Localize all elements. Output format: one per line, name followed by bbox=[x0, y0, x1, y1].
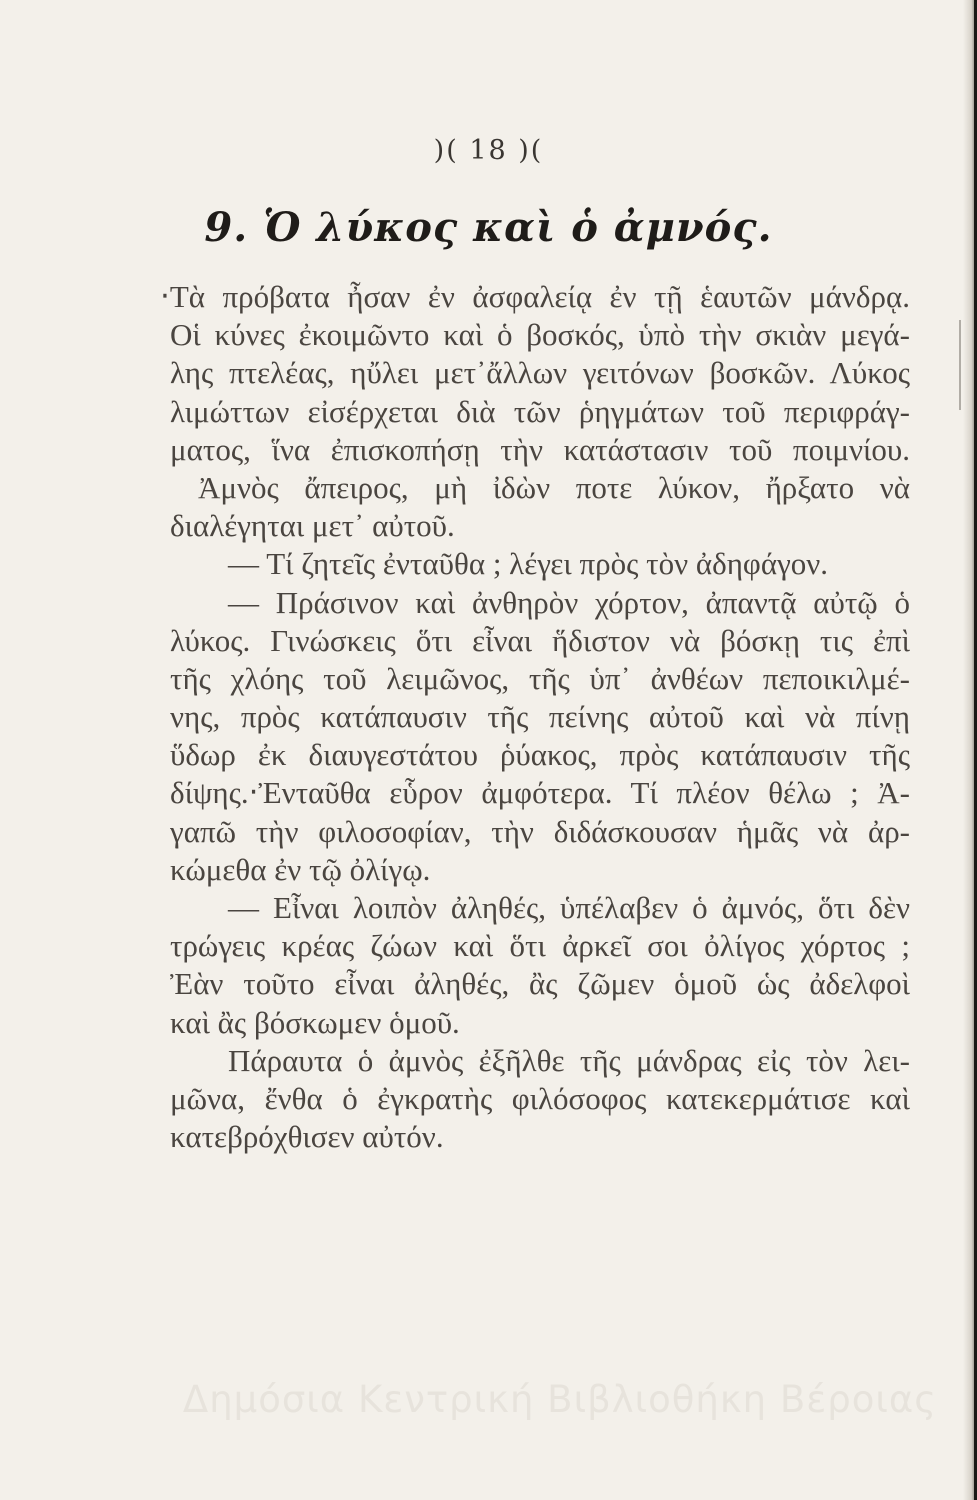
text-line: λύκος. Γινώσκεις ὅτι εἶναι ἥδιστον νὰ βόσκῃ τις ἐπὶ bbox=[170, 622, 910, 658]
text-line: — Τί ζητεῖς ἐνταῦθα ; λέγει πρὸς τὸν ἀδηφάγον. bbox=[228, 546, 829, 582]
text-line: Πάραυτα ὁ ἀμνὸς ἐξῆλθε τῆς μάνδρας εἰς τὸν λει- bbox=[228, 1042, 910, 1078]
text-line: τρώγεις κρέας ζώων καὶ ὅτι ἀρκεῖ σοι ὀλίγος χόρτος ; bbox=[170, 928, 910, 964]
library-watermark: Δημόσια Κεντρική Βιβλιοθήκη Βέροιας bbox=[182, 1378, 937, 1421]
text-line: — Εἶναι λοιπὸν ἀληθές, ὑπέλαβεν ὁ ἀμνός, ὅτι δὲν bbox=[228, 890, 910, 925]
text-line: Ἐὰν τοῦτο εἶναι ἀληθές, ἂς ζῶμεν ὁμοῦ ὡς ἀδελφοὶ bbox=[170, 966, 910, 1002]
text-line: τῆς χλόης τοῦ λειμῶνος, τῆς ὑπ᾽ ἀνθέων πεποικιλμέ- bbox=[170, 660, 910, 696]
text-line: ματος, ἵνα ἐπισκοπήσῃ τὴν κατάστασιν τοῦ ποιμνίου. bbox=[170, 431, 910, 467]
text-line: λης πτελέας, ηὔλει μετ᾽ἄλλων γειτόνων βοσκῶν. Λύκος bbox=[170, 355, 910, 391]
text-line: Ἀμνὸς ἄπειρος, μὴ ἰδὼν ποτε λύκον, ἤρξατο νὰ bbox=[198, 469, 910, 505]
page-mark bbox=[959, 320, 961, 410]
page-number: )( 18 )( bbox=[433, 135, 544, 166]
text-line: ‧Τὰ πρόβατα ἦσαν ἐν ἀσφαλείᾳ ἐν τῇ ἑαυτῶν μάνδρᾳ. bbox=[160, 279, 910, 314]
text-line: γαπῶ τὴν φιλοσοφίαν, τὴν διδάσκουσαν ἡμᾶς νὰ ἀρ- bbox=[170, 813, 910, 849]
fable-title: 9. Ὁ λύκος καὶ ὁ ἀμνός. bbox=[204, 204, 773, 251]
text-line: μῶνα, ἔνθα ὁ ἐγκρατὴς φιλόσοφος κατεκερμάτισε καὶ bbox=[170, 1080, 910, 1116]
text-line: λιμώττων εἰσέρχεται διὰ τῶν ῥηγμάτων τοῦ περιφράγ- bbox=[170, 393, 910, 429]
text-line: Οἱ κύνες ἐκοιμῶντο καὶ ὁ βοσκός, ὑπὸ τὴν σκιὰν μεγά- bbox=[170, 317, 910, 353]
text-line: ὕδωρ ἐκ διαυγεστάτου ῥύακος, πρὸς κατάπαυσιν τῆς bbox=[170, 737, 910, 773]
text-line: — Πράσινον καὶ ἀνθηρὸν χόρτον, ἀπαντᾷ αὐτῷ ὁ bbox=[228, 584, 910, 620]
text-line: κώμεθα ἐν τῷ ὀλίγῳ. bbox=[170, 851, 431, 887]
text-line: νης, πρὸς κατάπαυσιν τῆς πείνης αὐτοῦ καὶ νὰ πίνῃ bbox=[170, 699, 910, 735]
fable-text bbox=[160, 278, 910, 1156]
text-line: διαλέγηται μετ᾽ αὐτοῦ. bbox=[170, 508, 455, 544]
text-line: κατεβρόχθισεν αὐτόν. bbox=[170, 1119, 444, 1155]
text-line: καὶ ἂς βόσκωμεν ὁμοῦ. bbox=[170, 1004, 460, 1040]
text-line: δίψης.‧Ἐνταῦθα εὗρον ἀμφότερα. Τί πλέον θέλω ; Ἀ- bbox=[170, 775, 910, 811]
